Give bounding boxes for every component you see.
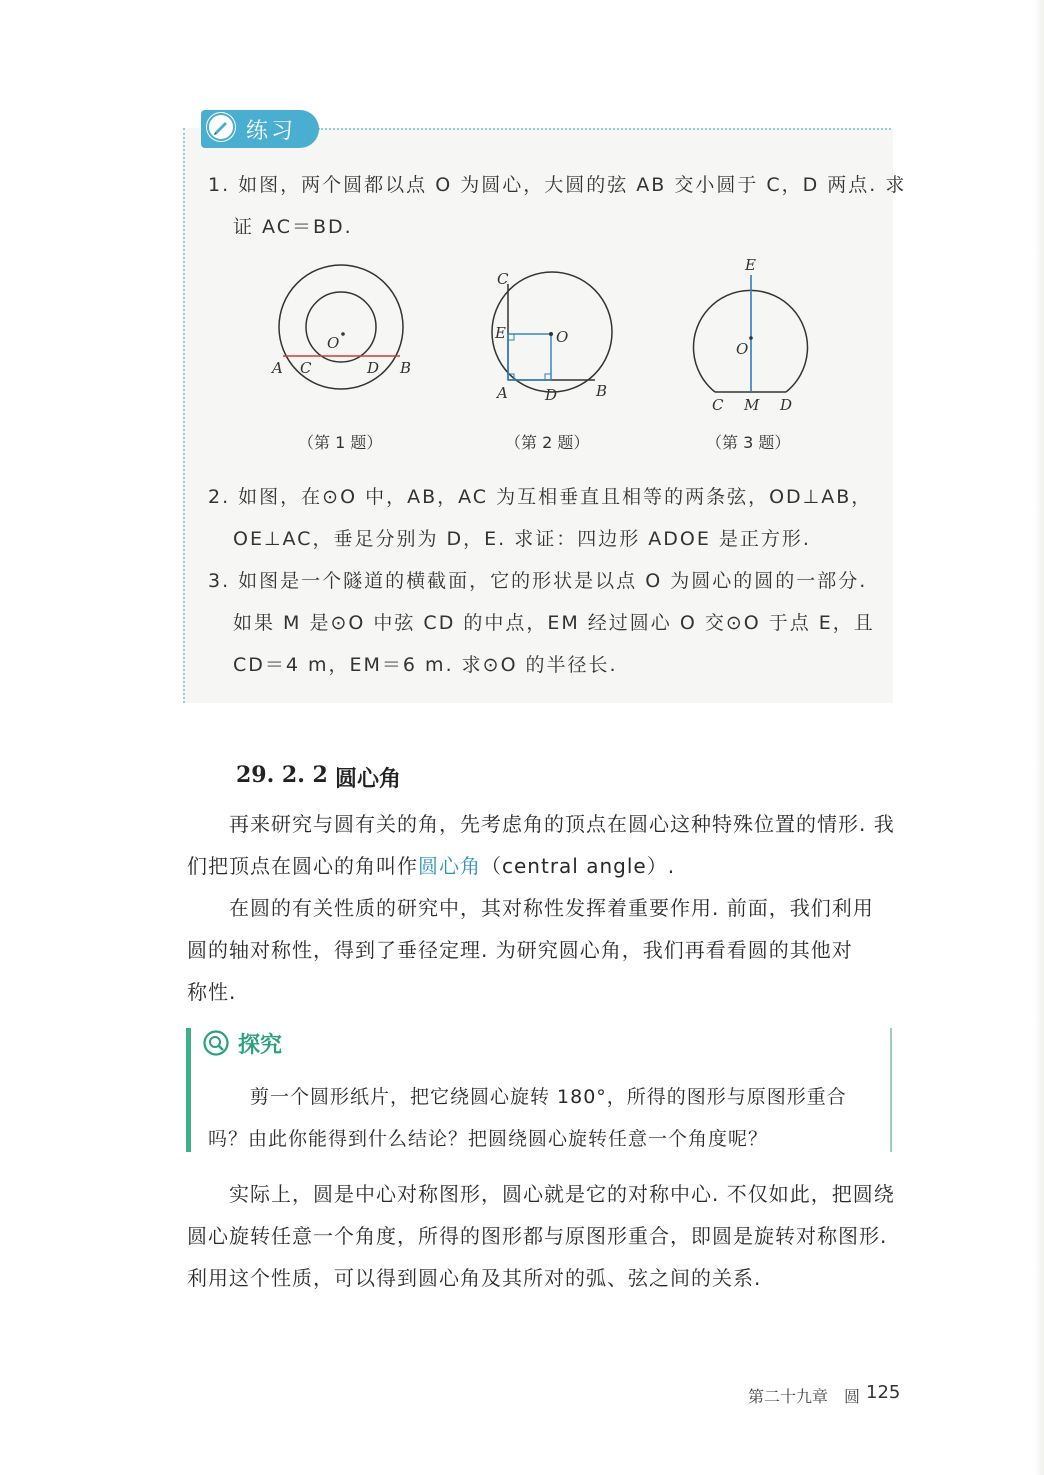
fig1-label-a: A <box>272 359 283 377</box>
q1-line2: 证 AC＝BD. <box>233 216 353 238</box>
q2-line2: OE⊥AC，垂足分别为 D，E. 求证：四边形 ADOE 是正方形. <box>233 528 811 550</box>
fig3-caption: （第 3 题） <box>706 433 791 452</box>
page-number: 125 <box>866 1382 901 1403</box>
fig3-label-o: O <box>736 340 749 358</box>
q3-line2: 如果 M 是⊙O 中弦 CD 的中点，EM 经过圆心 O 交⊙O 于点 E，且 <box>233 612 875 634</box>
explore-magnifier-icon <box>203 1030 229 1056</box>
fig2-label-e: E <box>495 324 506 342</box>
q3-line3: CD＝4 m，EM＝6 m. 求⊙O 的半径长. <box>233 654 618 676</box>
chapter-label: 第二十九章 圆 <box>748 1387 861 1406</box>
section-number: 29. 2. 2 <box>236 762 328 788</box>
fig1-small-circle <box>306 292 376 362</box>
fig2-caption: （第 2 题） <box>505 433 590 452</box>
explore-line2: 吗？由此你能得到什么结论？把圆绕圆心旋转任意一个角度呢？ <box>208 1128 769 1150</box>
explore-title: 探究 <box>238 1033 283 1058</box>
q3-line1: 3. 如图是一个隧道的横截面，它的形状是以点 O 为圆心的圆的一部分. <box>208 570 868 592</box>
conclusion-line1: 实际上，圆是中心对称图形，圆心就是它的对称中心. 不仅如此，把圆绕 <box>229 1182 895 1206</box>
fig1-big-circle <box>279 265 403 389</box>
exercise-title: 练习 <box>246 119 297 144</box>
explore-left-bar <box>186 1028 191 1152</box>
explore-right-bar <box>890 1028 892 1152</box>
para2-line2: 圆的轴对称性，得到了垂径定理. 为研究圆心角，我们再看看圆的其他对 <box>187 938 853 962</box>
fig2-right-angle-e <box>508 334 514 340</box>
fig2-label-o: O <box>556 328 569 346</box>
fig3-label-c: C <box>712 396 724 410</box>
pencil-icon <box>206 112 236 142</box>
fig2-right-angle-d <box>545 374 551 380</box>
fig2-square <box>508 334 551 380</box>
para1-line1: 再来研究与圆有关的角，先考虑角的顶点在圆心这种特殊位置的情形. 我 <box>229 812 895 836</box>
term-central-angle: 圆心角 <box>418 854 481 878</box>
fig1-caption: （第 1 题） <box>298 433 383 452</box>
fig3-label-m: M <box>744 396 760 410</box>
para2-line1: 在圆的有关性质的研究中，其对称性发挥着重要作用. 前面，我们利用 <box>229 896 874 920</box>
page-edge <box>1034 0 1044 1475</box>
q2-line1: 2. 如图，在⊙O 中，AB，AC 为互相垂直且相等的两条弦，OD⊥AB， <box>208 486 873 508</box>
fig2-center-o <box>549 332 553 336</box>
fig2-label-b: B <box>596 382 608 400</box>
fig1-label-c: C <box>300 359 312 377</box>
figure-1 <box>270 265 411 389</box>
exercise-top-border <box>318 128 891 130</box>
q1-line1: 1. 如图，两个圆都以点 O 为圆心，大圆的弦 AB 交小圆于 C，D 两点. 求 <box>208 174 907 196</box>
para2-line3: 称性. <box>187 980 237 1004</box>
figure-3 <box>693 256 807 410</box>
exercise-figures <box>255 250 835 410</box>
fig1-label-d: D <box>367 359 380 377</box>
fig3-label-e: E <box>745 256 756 274</box>
fig1-center-o <box>341 332 345 336</box>
explore-line1: 剪一个圆形纸片，把它绕圆心旋转 180°，所得的图形与原图形重合 <box>250 1086 847 1108</box>
para1-line2-pre: 们把顶点在圆心的角叫作 <box>187 854 418 878</box>
fig1-label-b: B <box>400 359 412 377</box>
fig3-center-o <box>749 336 753 340</box>
fig2-label-d: D <box>545 386 558 404</box>
para1-line2 <box>187 850 675 879</box>
para1-line2-post: （central angle）. <box>481 854 676 878</box>
fig2-label-c: C <box>497 270 509 288</box>
fig2-label-a: A <box>497 384 508 402</box>
fig3-label-d: D <box>780 396 793 410</box>
figure-2 <box>492 270 612 404</box>
section-title: 圆心角 <box>335 767 402 792</box>
conclusion-line3: 利用这个性质，可以得到圆心角及其所对的弧、弦之间的关系. <box>187 1266 762 1290</box>
conclusion-line2: 圆心旋转任意一个角度，所得的图形都与原图形重合，即圆是旋转对称图形. <box>187 1224 888 1248</box>
fig1-label-o: O <box>327 334 340 352</box>
